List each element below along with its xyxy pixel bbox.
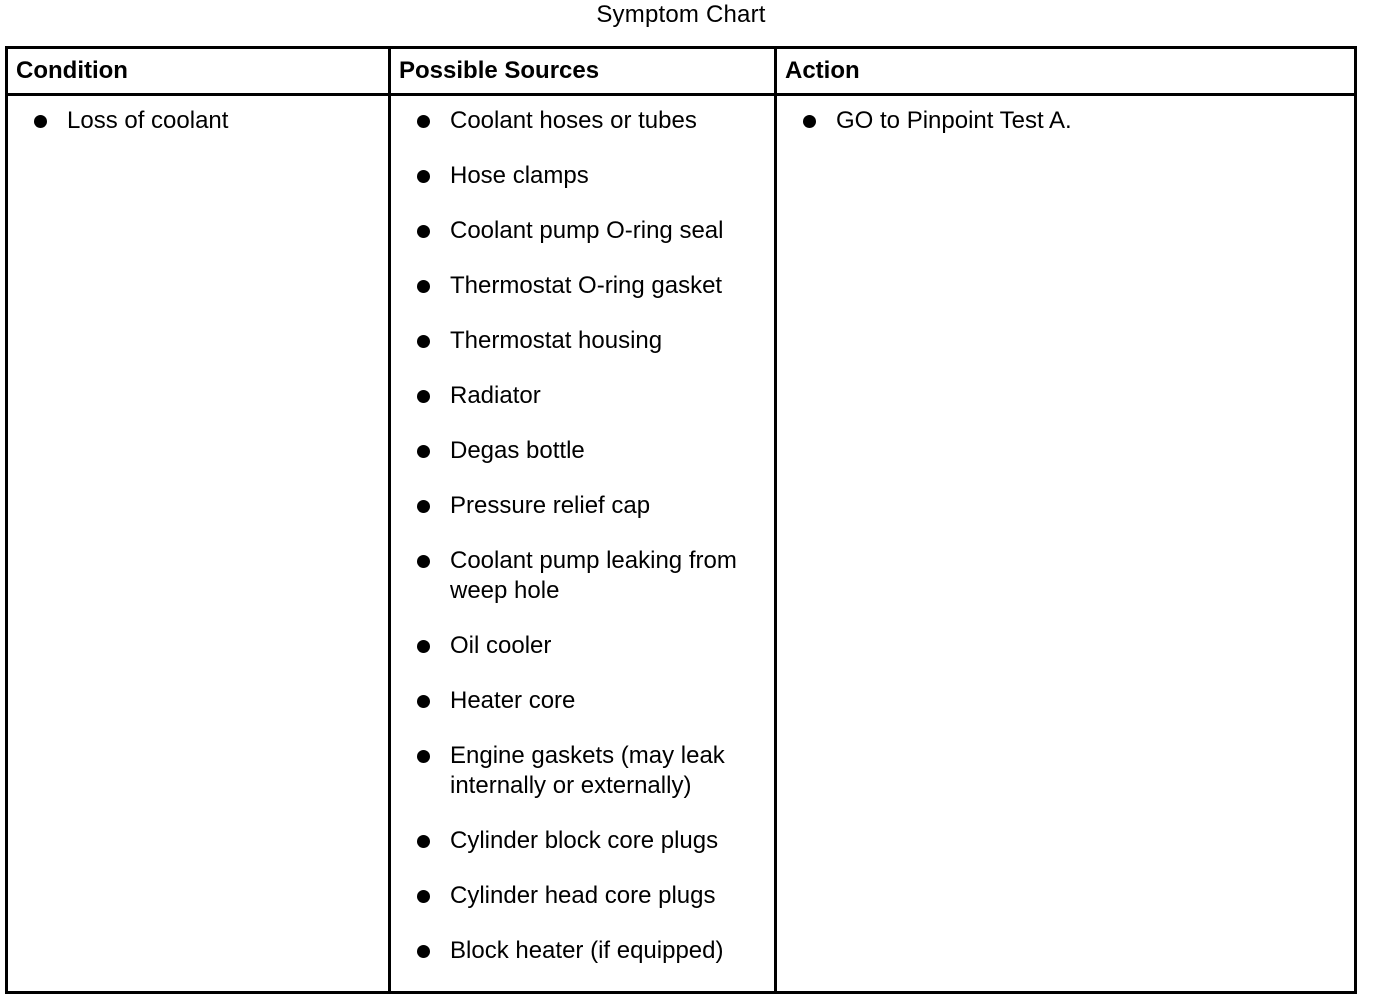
list-item bbox=[391, 436, 774, 466]
list-item-text: Engine gaskets (may leak internally or externally) bbox=[450, 742, 725, 799]
bullet-icon bbox=[417, 750, 430, 763]
bullet-icon bbox=[417, 280, 430, 293]
bullet-icon bbox=[417, 695, 430, 708]
list-item bbox=[391, 826, 774, 856]
list-item-text: Block heater (if equipped) bbox=[450, 937, 724, 964]
bullet-icon bbox=[417, 500, 430, 513]
table-row bbox=[7, 95, 1356, 993]
list-item bbox=[8, 106, 388, 136]
sources-list bbox=[391, 96, 774, 966]
list-item bbox=[391, 936, 774, 966]
bullet-icon bbox=[417, 445, 430, 458]
list-item bbox=[391, 106, 774, 136]
list-item bbox=[391, 161, 774, 191]
bullet-icon bbox=[417, 890, 430, 903]
symptom-table bbox=[5, 46, 1357, 994]
bullet-icon bbox=[417, 640, 430, 653]
bullet-icon bbox=[803, 115, 816, 128]
list-item-text: Coolant pump O-ring seal bbox=[450, 217, 724, 244]
bullet-icon bbox=[417, 390, 430, 403]
list-item-text: Radiator bbox=[450, 382, 541, 409]
list-item bbox=[391, 686, 774, 716]
page-title: Symptom Chart bbox=[596, 1, 766, 28]
condition-cell bbox=[7, 95, 390, 993]
bullet-icon bbox=[417, 335, 430, 348]
bullet-icon bbox=[417, 835, 430, 848]
bullet-icon bbox=[417, 945, 430, 958]
list-item bbox=[391, 271, 774, 301]
list-item-text: Thermostat housing bbox=[450, 327, 663, 354]
list-item-text: GO to Pinpoint Test A. bbox=[836, 107, 1072, 134]
action-list bbox=[777, 96, 1354, 136]
list-item-text: Loss of coolant bbox=[67, 107, 229, 134]
condition-list bbox=[8, 96, 388, 136]
bullet-icon bbox=[417, 115, 430, 128]
sources-cell bbox=[390, 95, 776, 993]
list-item bbox=[391, 741, 774, 801]
list-item-text: Pressure relief cap bbox=[450, 492, 651, 519]
list-item bbox=[391, 216, 774, 246]
list-item bbox=[777, 106, 1354, 136]
list-item-text: Hose clamps bbox=[450, 162, 589, 189]
list-item-text: Thermostat O-ring gasket bbox=[450, 272, 723, 299]
bullet-icon bbox=[417, 555, 430, 568]
header-possible-sources: Possible Sources bbox=[390, 48, 776, 95]
list-item bbox=[391, 491, 774, 521]
list-item-text: Degas bottle bbox=[450, 437, 585, 464]
list-item-text: Cylinder head core plugs bbox=[450, 882, 716, 909]
list-item bbox=[391, 381, 774, 411]
header-action: Action bbox=[776, 48, 1356, 95]
list-item bbox=[391, 546, 774, 606]
list-item-text: Coolant pump leaking from weep hole bbox=[450, 547, 737, 604]
list-item bbox=[391, 881, 774, 911]
list-item-text: Cylinder block core plugs bbox=[450, 827, 719, 854]
table-header-row bbox=[7, 48, 1356, 95]
bullet-icon bbox=[417, 225, 430, 238]
list-item bbox=[391, 631, 774, 661]
header-condition: Condition bbox=[7, 48, 390, 95]
list-item-text: Heater core bbox=[450, 687, 576, 714]
list-item bbox=[391, 326, 774, 356]
action-cell bbox=[776, 95, 1356, 993]
list-item-text: Coolant hoses or tubes bbox=[450, 107, 697, 134]
bullet-icon bbox=[417, 170, 430, 183]
bullet-icon bbox=[34, 115, 47, 128]
list-item-text: Oil cooler bbox=[450, 632, 552, 659]
